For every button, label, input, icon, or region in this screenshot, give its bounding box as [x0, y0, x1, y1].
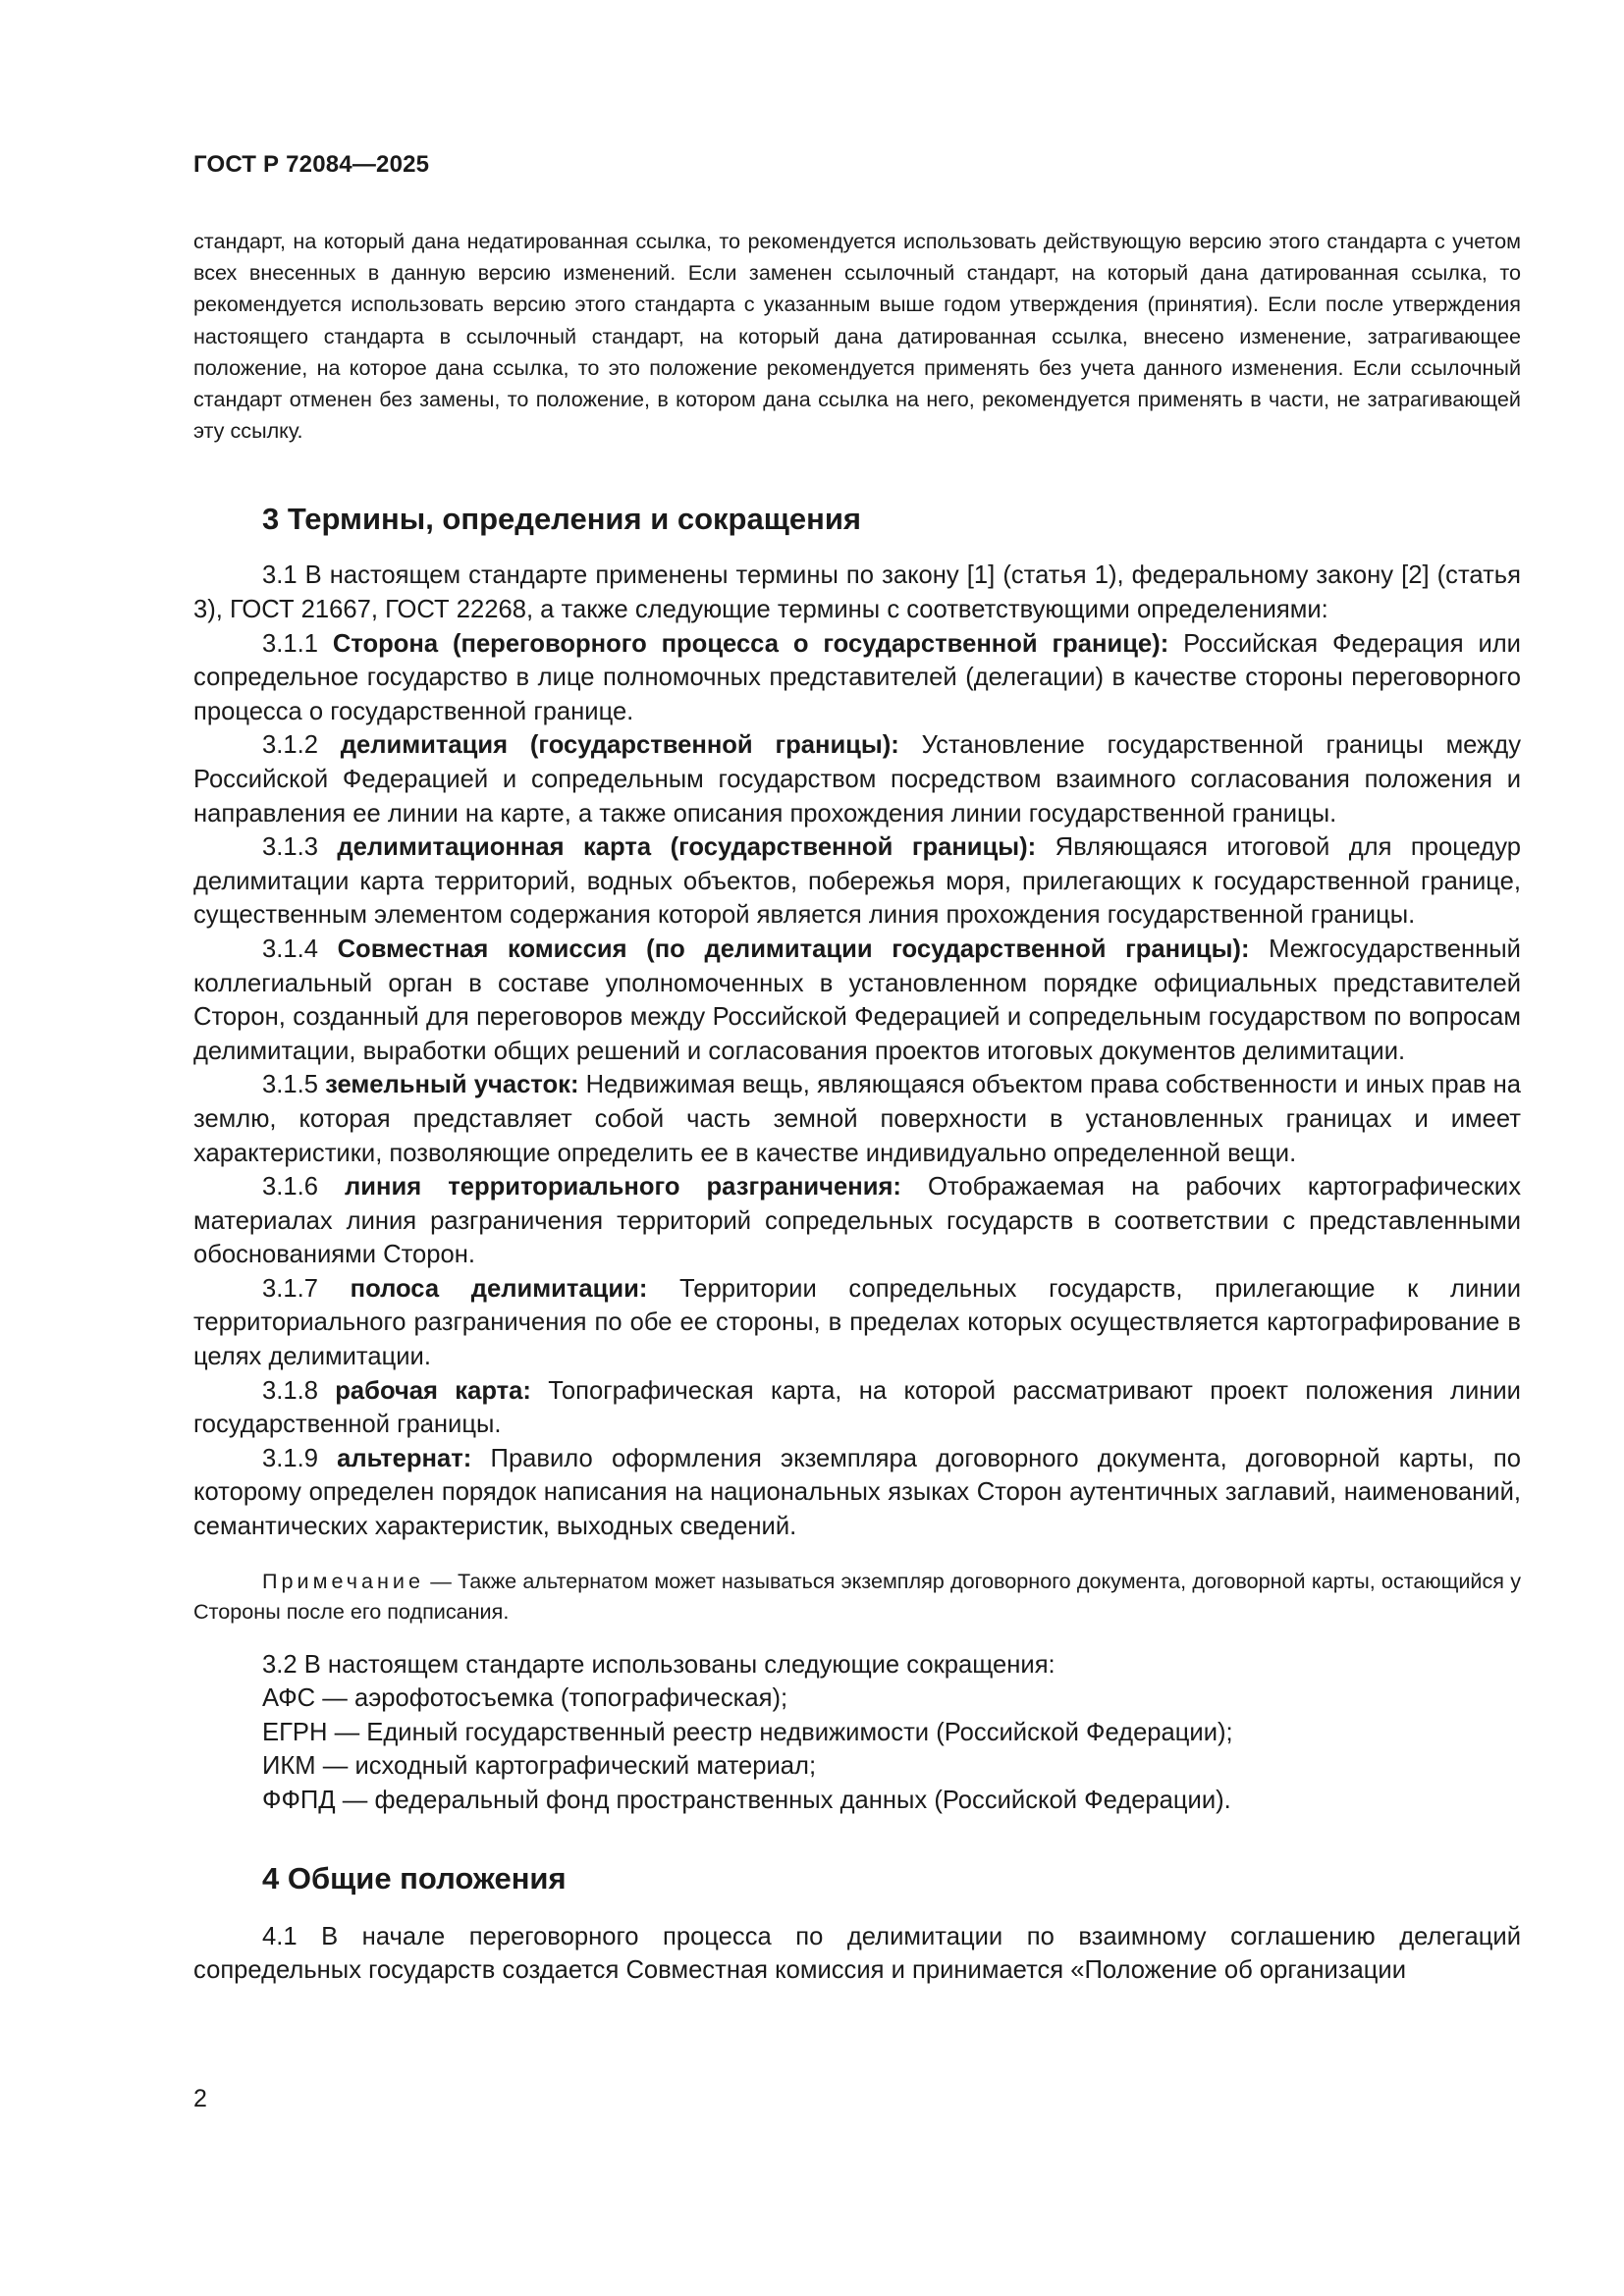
term-number: 3.1.1	[262, 629, 333, 658]
term-name: делимитационная карта (государственной границы):	[337, 833, 1037, 862]
term-definition	[193, 933, 1521, 1068]
term-number: 3.1.7	[262, 1274, 351, 1303]
term-definition	[193, 1272, 1521, 1374]
term-name: полоса делимитации:	[350, 1274, 648, 1303]
term-definition	[193, 728, 1521, 830]
note	[193, 1566, 1521, 1627]
term-text: Территории сопредельных государств, прилегающие к линии территориального разграничения по обе ее стороны, в пределах которых осуществляется картографирование в целях делимитации.	[193, 1274, 1521, 1371]
terms-list	[193, 627, 1521, 1544]
abbreviations-list	[193, 1682, 1521, 1817]
term-definition	[193, 1374, 1521, 1442]
page-content	[193, 226, 1521, 1988]
abbreviation-item: ИКМ — исходный картографический материал;	[262, 1752, 817, 1781]
term-text: Являющаяся итоговой для процедур делимитации карта территорий, водных объектов, побережья моря, прилегающих к государственной границе, существенным элементом содержания которой является линия прохождения государственной границы.	[193, 833, 1521, 930]
term-name: альтернат:	[337, 1444, 472, 1472]
term-text: Установление государственной границы между Российской Федерацией и сопредельным государством посредством взаимного согласования положения и направления ее линии на карте, а также описания прохождения линии государственной границы.	[193, 731, 1521, 828]
term-name: рабочая карта:	[335, 1376, 531, 1405]
section-3-title: 3 Термины, определения и сокращения	[262, 502, 861, 537]
term-name: Сторона (переговорного процесса о государственной границе):	[332, 629, 1169, 658]
abbreviation-item: ФФПД — федеральный фонд пространственных данных (Российской Федерации).	[262, 1787, 1231, 1815]
term-name: линия территориального разграничения:	[345, 1173, 901, 1201]
document-header: ГОСТ Р 72084—2025	[193, 151, 430, 178]
intro-paragraph: стандарт, на который дана недатированная ссылка, то рекомендуется использовать действующую версию этого стандарта с учетом всех внесенных в данную версию изменений. Если заменен ссылочный стандарт, на который дана датированная ссылка, то рекомендуется использовать версию этого стандарта с указанным выше годом утверждения (принятия). Если после утверждения настоящего стандарта в ссылочный стандарт, на который дана датированная ссылка, внесено изменение, затрагивающее положение, на которое дана ссылка, то это положение рекомендуется применять без учета данного изменения. Если ссылочный стандарт отменен без замены, то положение, в котором дана ссылка на него, рекомендуется применять в части, не затрагивающей эту ссылку.	[193, 229, 1521, 444]
term-text: Межгосударственный коллегиальный орган в составе уполномоченных в установленном порядке официальных представителей Сторон, созданный для переговоров между Российской Федерацией и сопредельным государством по вопросам делимитации, выработки общих решений и согласования проектов итоговых документов делимитации.	[193, 934, 1521, 1065]
term-text: Российская Федерация или сопредельное государство в лице полномочных представителей (делегации) в качестве стороны переговорного процесса о государственной границе.	[193, 629, 1521, 725]
term-number: 3.1.4	[262, 934, 338, 963]
note-label: Примечание	[262, 1568, 424, 1593]
term-name: делимитация (государственной границы):	[340, 731, 899, 760]
term-name: земельный участок:	[325, 1071, 579, 1099]
note-text: — Также альтернатом может называться экземпляр договорного документа, договорной карты, остающийся у Стороны после его подписания.	[193, 1568, 1521, 1624]
term-number: 3.1.6	[262, 1173, 346, 1201]
term-text: Недвижимая вещь, являющаяся объектом права собственности и иных прав на землю, которая представляет собой часть земной поверхности в установленных границах и имеет характеристики, позволяющие определить ее в качестве индивидуально определенной вещи.	[193, 1071, 1522, 1167]
term-number: 3.1.2	[262, 731, 341, 760]
term-definition	[193, 1170, 1521, 1272]
abbreviation-item: ЕГРН — Единый государственный реестр недвижимости (Российской Федерации);	[262, 1718, 1233, 1746]
paragraph-3-2: 3.2 В настоящем стандарте использованы следующие сокращения:	[262, 1650, 1056, 1679]
paragraph-4-1: 4.1 В начале переговорного процесса по делимитации по взаимному соглашению делегаций сопредельных государств создается Совместная комиссия и принимается «Положение об организации	[193, 1922, 1521, 1985]
abbreviation-item: АФС — аэрофотосъемка (топографическая);	[262, 1684, 788, 1713]
term-name: Совместная комиссия (по делимитации государственной границы):	[337, 934, 1250, 963]
paragraph-3-1: 3.1 В настоящем стандарте применены термины по закону [1] (статья 1), федеральному закону [2] (статья 3), ГОСТ 21667, ГОСТ 22268, а также следующие термины с соответствующими определениями:	[193, 561, 1521, 624]
term-text: Отображаемая на рабочих картографических материалах линия разграничения территорий сопредельных государств в соответствии с представленными обоснованиями Сторон.	[193, 1173, 1521, 1269]
term-number: 3.1.5	[262, 1071, 326, 1099]
term-definition	[193, 627, 1521, 729]
term-number: 3.1.8	[262, 1376, 336, 1405]
term-number: 3.1.3	[262, 833, 338, 862]
term-definition	[193, 1442, 1521, 1544]
page-number: 2	[193, 2085, 207, 2112]
term-number: 3.1.9	[262, 1444, 338, 1472]
term-text: Правило оформления экземпляра договорного документа, договорной карты, по которому определен порядок написания на национальных языках Сторон аутентичных заглавий, наименований, семантических характеристик, выходных сведений.	[193, 1444, 1521, 1541]
term-definition	[193, 1068, 1521, 1170]
section-4-title: 4 Общие положения	[262, 1860, 567, 1896]
term-definition	[193, 830, 1521, 933]
term-text: Топографическая карта, на которой рассматривают проект положения линии государственной границы.	[193, 1376, 1521, 1439]
